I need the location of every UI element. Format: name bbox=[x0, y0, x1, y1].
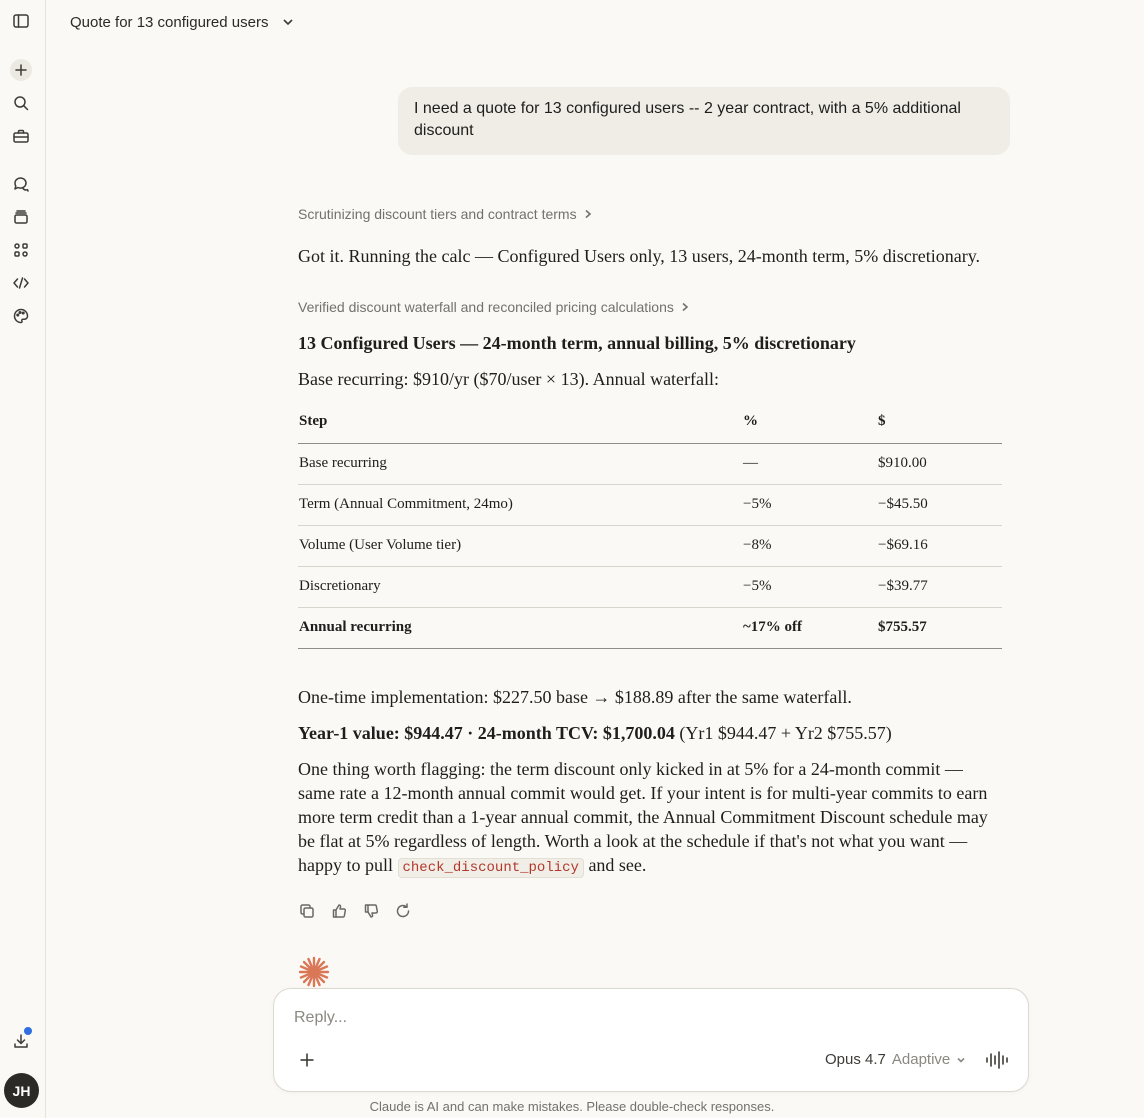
notification-dot bbox=[24, 1027, 32, 1035]
table-total-row bbox=[298, 607, 1002, 648]
disclaimer: Claude is AI and can make mistakes. Please double-check responses. bbox=[369, 1099, 775, 1114]
sidebar bbox=[0, 0, 46, 1118]
table-cell: — bbox=[742, 443, 877, 484]
conversation-title-menu[interactable] bbox=[70, 11, 294, 33]
value-summary bbox=[298, 721, 1002, 745]
table-cell: $755.57 bbox=[877, 607, 1002, 648]
copy-icon[interactable] bbox=[298, 902, 316, 920]
user-message: I need a quote for 13 configured users -- 2 year contract, with a 5% additional discount bbox=[398, 87, 1010, 155]
table-cell: −$45.50 bbox=[877, 484, 1002, 525]
table-cell: Base recurring bbox=[298, 443, 742, 484]
flag-text: One thing worth flagging: the term discount only kicked in at 5% for a 24-month commit — same rate a 12-month annual commit would get. If your intent is for multi-year commits to earn more term credit than a 1-year annual commit, the Annual Commitment Discount schedule may be flat at 5% regardless of length. Worth a look at the schedule if that's not what you want — happy to pull bbox=[298, 758, 988, 875]
assistant-message bbox=[298, 205, 1002, 880]
table-header-row bbox=[298, 400, 1002, 443]
conversation-title: Quote for 13 configured users bbox=[70, 13, 269, 31]
table-cell: −8% bbox=[742, 525, 877, 566]
intro-text: Got it. Running the calc — Configured Users only, 13 users, 24-month term, 5% discretionary. bbox=[298, 246, 981, 266]
column-header: % bbox=[742, 400, 877, 443]
model-selector[interactable] bbox=[825, 1051, 966, 1068]
table-cell: Discretionary bbox=[298, 566, 742, 607]
table-cell: ~17% off bbox=[742, 607, 877, 648]
table-cell: Volume (User Volume tier) bbox=[298, 525, 742, 566]
inline-code: check_discount_policy bbox=[398, 858, 584, 878]
thinking-summary-label: Scrutinizing discount tiers and contract terms bbox=[298, 206, 577, 222]
model-mode: Adaptive bbox=[891, 1051, 951, 1068]
table-row bbox=[298, 525, 1002, 566]
toolbox-icon[interactable] bbox=[7, 122, 35, 150]
table-row bbox=[298, 443, 1002, 484]
message-actions bbox=[298, 902, 412, 920]
reply-input[interactable] bbox=[294, 1009, 994, 1027]
thinking-summary-1[interactable] bbox=[298, 205, 1002, 223]
chevron-right-icon bbox=[583, 209, 593, 219]
projects-icon[interactable] bbox=[7, 203, 35, 231]
search-icon[interactable] bbox=[7, 89, 35, 117]
table-cell: −$39.77 bbox=[877, 566, 1002, 607]
value-summary-detail: (Yr1 $944.47 + Yr2 $755.57) bbox=[674, 722, 892, 743]
new-chat-button[interactable] bbox=[10, 59, 32, 81]
composer bbox=[273, 988, 1029, 1092]
table-cell: −5% bbox=[742, 566, 877, 607]
chevron-down-icon bbox=[956, 1055, 966, 1065]
retry-icon[interactable] bbox=[394, 902, 412, 920]
flag-text-end: and see. bbox=[583, 854, 647, 875]
artifacts-icon[interactable] bbox=[7, 236, 35, 264]
voice-mode-icon[interactable] bbox=[985, 1050, 1009, 1070]
chevron-right-icon bbox=[680, 302, 690, 312]
table-cell: Term (Annual Commitment, 24mo) bbox=[298, 484, 742, 525]
add-attachment-button[interactable] bbox=[298, 1051, 316, 1069]
code-icon[interactable] bbox=[7, 269, 35, 297]
thumbs-down-icon[interactable] bbox=[362, 902, 380, 920]
table-cell: $910.00 bbox=[877, 443, 1002, 484]
chevron-down-icon bbox=[282, 16, 294, 28]
flag-paragraph bbox=[298, 757, 1002, 880]
quote-heading: 13 Configured Users — 24-month term, annual billing, 5% discretionary bbox=[298, 333, 856, 353]
table-row bbox=[298, 484, 1002, 525]
sidebar-toggle-icon[interactable] bbox=[7, 7, 35, 35]
avatar[interactable]: JH bbox=[4, 1073, 39, 1108]
table-cell: Annual recurring bbox=[298, 607, 742, 648]
chats-icon[interactable] bbox=[7, 170, 35, 198]
model-name: Opus 4.7 bbox=[825, 1051, 886, 1068]
thinking-summary-2[interactable] bbox=[298, 298, 1002, 316]
waterfall-table bbox=[298, 400, 1002, 649]
base-line: Base recurring: $910/yr ($70/user × 13). Annual waterfall: bbox=[298, 369, 720, 389]
palette-icon[interactable] bbox=[7, 302, 35, 330]
column-header: Step bbox=[298, 400, 742, 443]
table-row bbox=[298, 566, 1002, 607]
column-header: $ bbox=[877, 400, 1002, 443]
table-cell: −$69.16 bbox=[877, 525, 1002, 566]
thumbs-up-icon[interactable] bbox=[330, 902, 348, 920]
table-cell: −5% bbox=[742, 484, 877, 525]
implementation-text: One-time implementation: $227.50 base → $188.89 after the same waterfall. bbox=[298, 686, 852, 707]
value-summary-bold: Year-1 value: $944.47 · 24-month TCV: $1,700.04 bbox=[298, 722, 675, 743]
thinking-summary-label: Verified discount waterfall and reconciled pricing calculations bbox=[298, 299, 674, 315]
claude-spark-icon bbox=[297, 955, 331, 989]
